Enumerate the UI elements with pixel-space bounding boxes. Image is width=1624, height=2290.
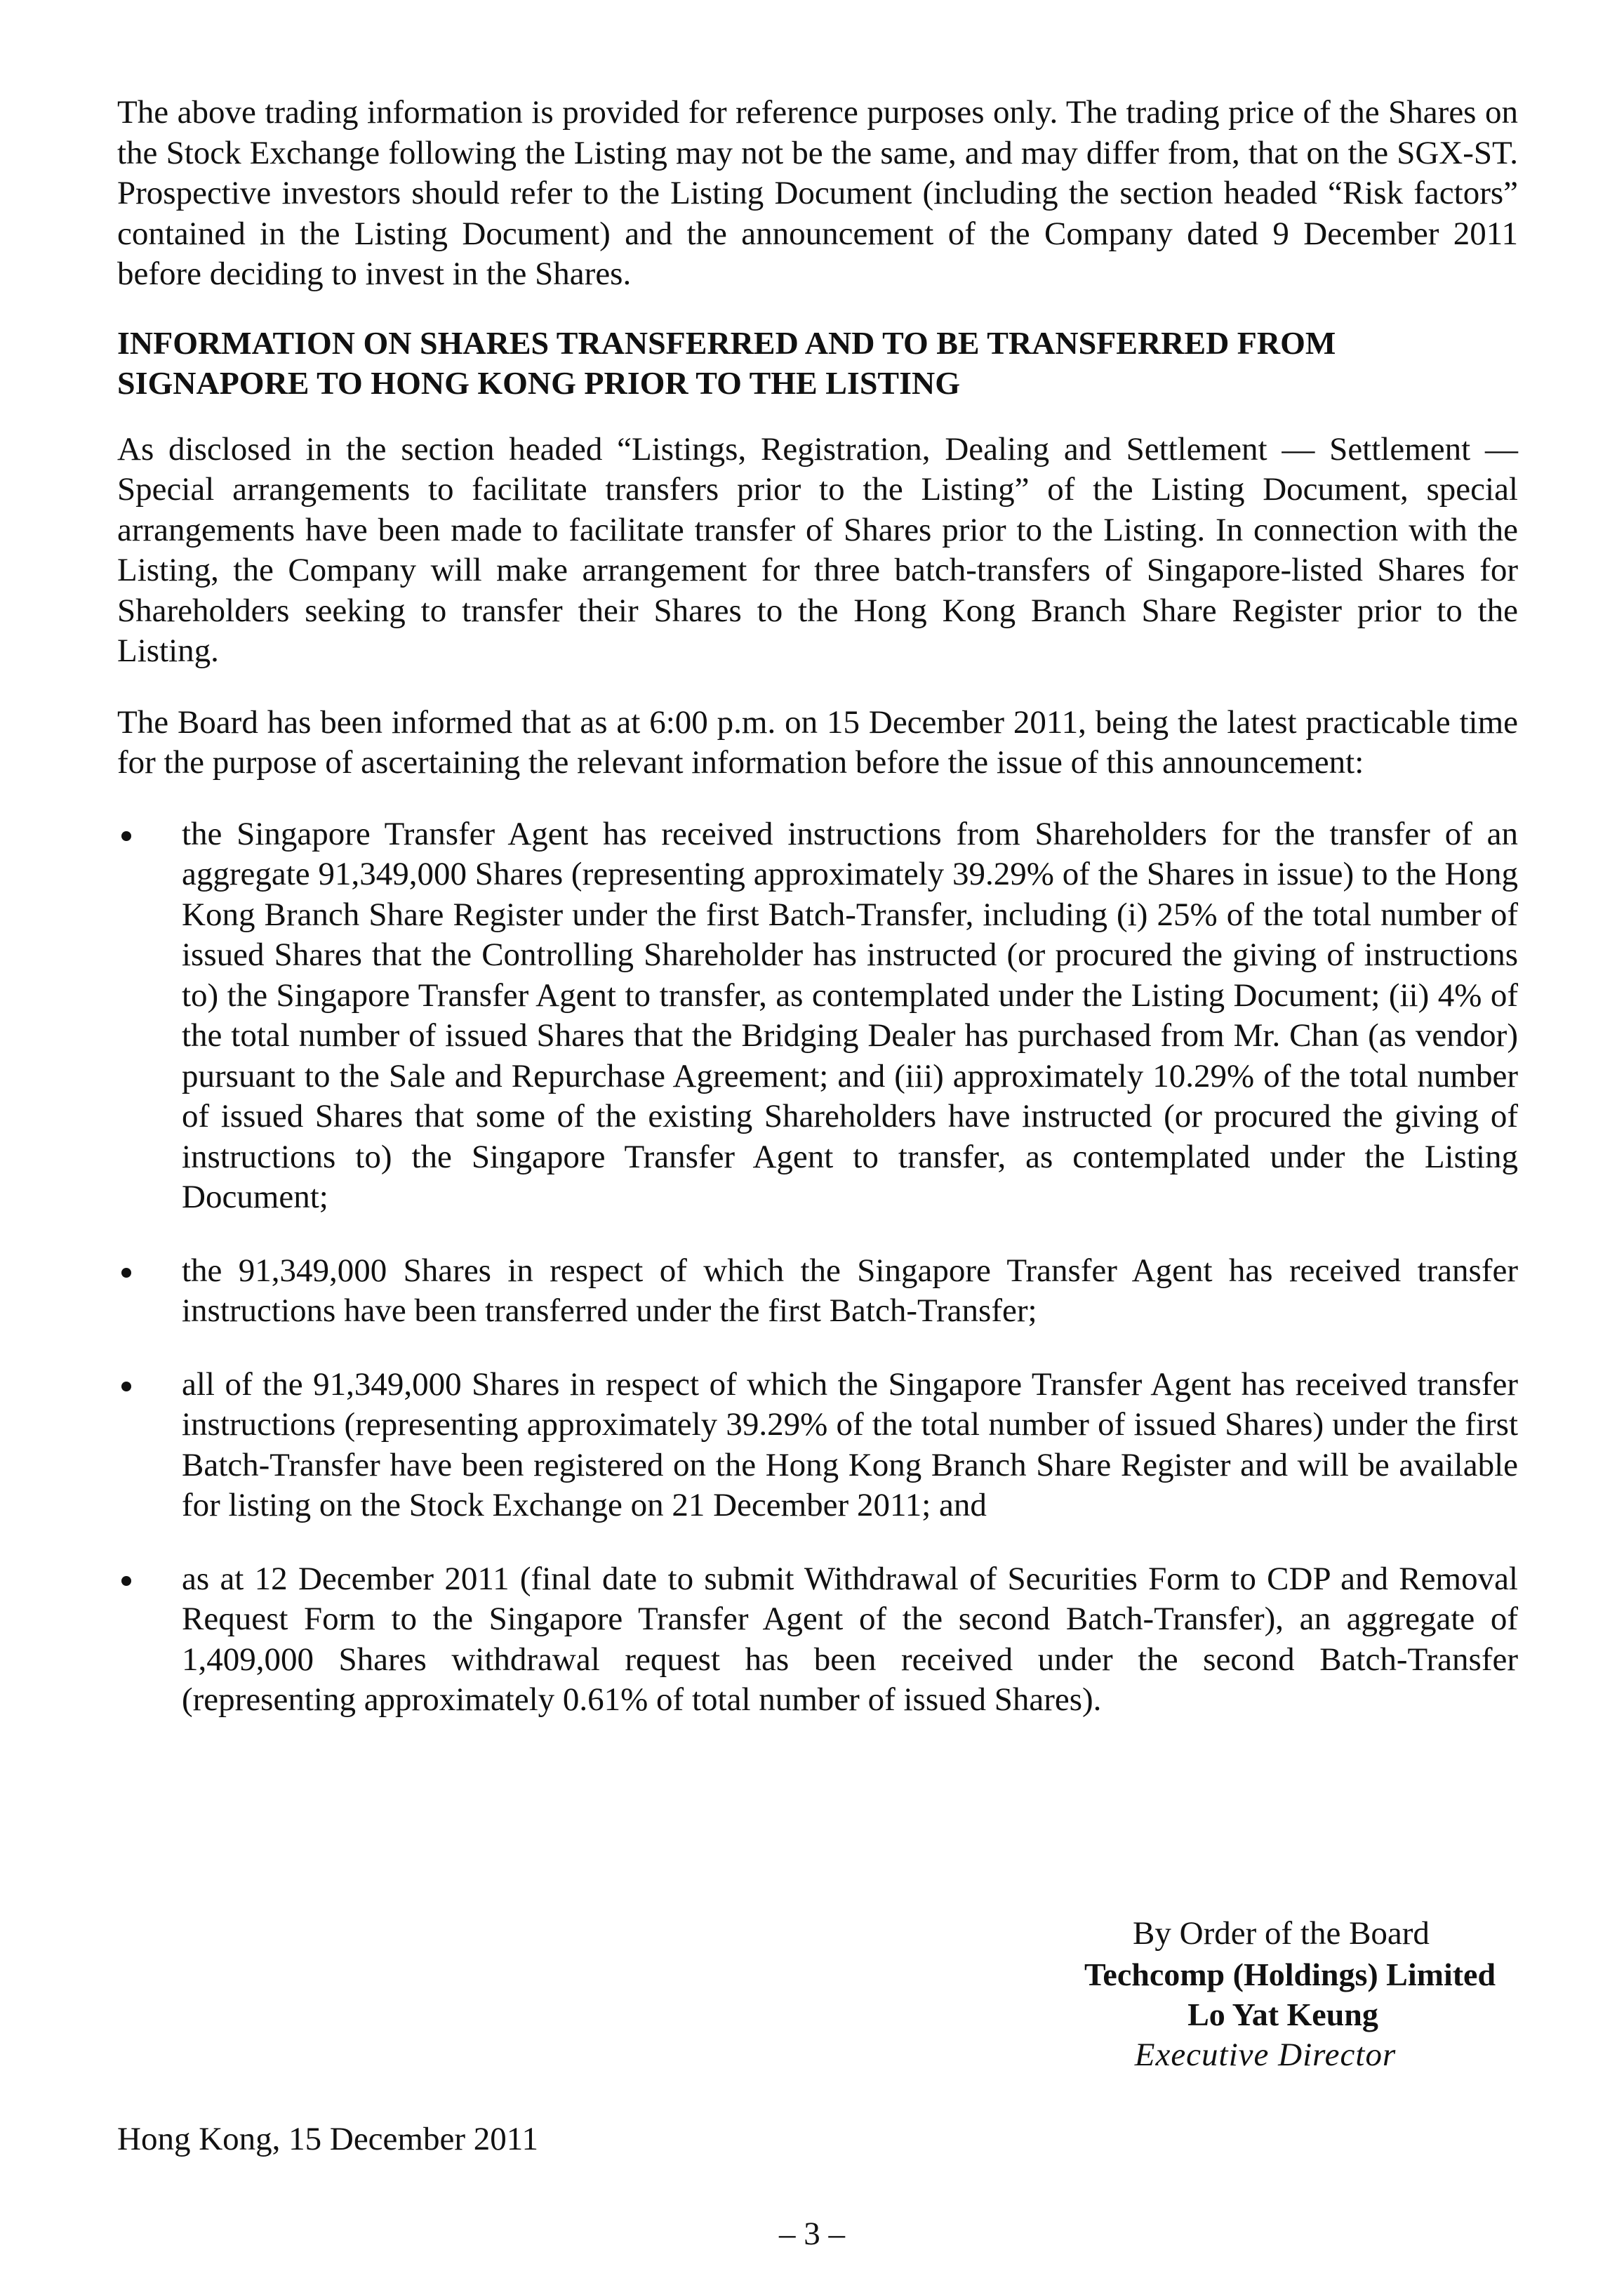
page-number: – 3 –: [779, 2216, 845, 2252]
bullet-icon: [121, 1576, 131, 1586]
bullet-icon: [121, 1382, 131, 1391]
bullet-text: all of the 91,349,000 Shares in respect of which the Singapore Transfer Agent has received transfer instructions (representing approximately 39.29% of the total number of issued Shares) under the first Batch-Transfer have been registered on the Hong Kong Branch Share Register and will be available for listing on the Stock Exchange on 21 December 2011; and: [182, 1365, 1518, 1523]
signature-company: Techcomp (Holdings) Limited: [1084, 1956, 1496, 1992]
place-date: Hong Kong, 15 December 2011: [117, 2121, 538, 2157]
signature-name: Lo Yat Keung: [1187, 1997, 1378, 2032]
list-item: [117, 814, 1518, 1218]
list-item: [117, 1365, 1518, 1526]
bullet-text: as at 12 December 2011 (final date to submit Withdrawal of Securities Form to CDP and Removal Request Form to the Singapore Transfer Agent of the second Batch-Transfer), an aggregate of 1,409,000 Shares withdrawal request has been received under the second Batch-Transfer (representing approximately 0.61% of total number of issued Shares).: [182, 1560, 1518, 1718]
bullet-text: the Singapore Transfer Agent has received instructions from Shareholders for the transfer of an aggregate 91,349,000 Shares (representing approximately 39.29% of the Shares in issue) to the Hong Kong Branch Share Register under the first Batch-Transfer, including (i) 25% of the total number of issued Shares that the Controlling Shareholder has instructed (or procured the giving of instructions to) the Singapore Transfer Agent to transfer, as contemplated under the Listing Document; (ii) 4% of the total number of issued Shares that the Bridging Dealer has purchased from Mr. Chan (as vendor) pursuant to the Sale and Repurchase Agreement; and (iii) approximately 10.29% of the total number of issued Shares that some of the existing Shareholders have instructed (or procured the giving of instructions to) the Singapore Transfer Agent to transfer, as contemplated under the Listing Document;: [182, 815, 1518, 1215]
disclosure-paragraph: As disclosed in the section headed “Listings, Registration, Dealing and Settlement — Settlement — Special arrangements to facilitate transfers prior to the Listing” of the Listing Document, special arrangements have been made to facilitate transfer of Shares prior to the Listing. In connection with the Listing, the Company will make arrangement for three batch-transfers of Singapore-listed Shares for Shareholders seeking to transfer their Shares to the Hong Kong Branch Share Register prior to the Listing.: [117, 430, 1518, 669]
section-heading: INFORMATION ON SHARES TRANSFERRED AND TO BE TRANSFERRED FROM SIGNAPORE TO HONG KONG PRIOR TO THE LISTING: [117, 324, 1336, 401]
list-item: [117, 1559, 1518, 1721]
signature-title: Executive Director: [1134, 2036, 1397, 2073]
board-informed-paragraph: The Board has been informed that as at 6:00 p.m. on 15 December 2011, being the latest practicable time for the purpose of ascertaining the relevant information before the issue of this announcement:: [117, 703, 1518, 781]
document-body: [117, 93, 1518, 1754]
bullet-list: [117, 814, 1518, 1721]
bullet-text: the 91,349,000 Shares in respect of which the Singapore Transfer Agent has received transfer instructions have been transferred under the first Batch-Transfer;: [182, 1252, 1518, 1329]
list-item: [117, 1251, 1518, 1332]
bullet-icon: [121, 1268, 131, 1278]
signature-block: [1044, 1914, 1536, 2075]
trading-info-paragraph: The above trading information is provided for reference purposes only. The trading price of the Shares on the Stock Exchange following the Listing may not be the same, and may differ from, that on the SGX-ST. Prospective investors should refer to the Listing Document (including the section headed “Risk factors” contained in the Listing Document) and the announcement of the Company dated 9 December 2011 before deciding to invest in the Shares.: [117, 94, 1518, 292]
signature-order-line: By Order of the Board: [1133, 1915, 1430, 1952]
bullet-icon: [121, 831, 131, 841]
